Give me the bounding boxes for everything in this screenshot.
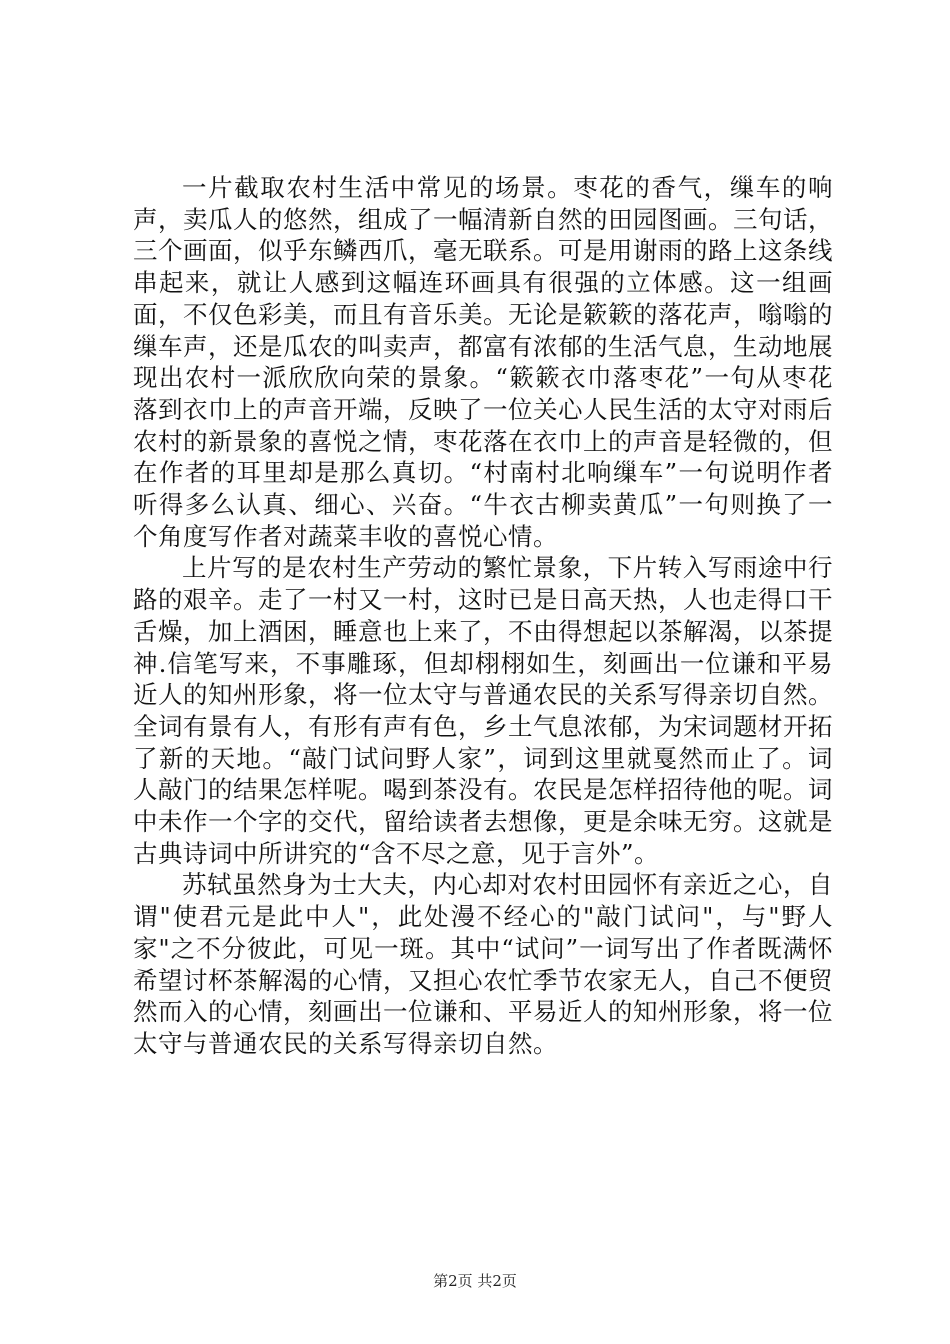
body-text <box>133 172 833 1060</box>
paragraph-1: 一片截取农村生活中常见的场景。枣花的香气，缫车的响声，卖瓜人的悠然，组成了一幅清新自然的田园图画。三句话，三个画面，似乎东鳞西爪，毫无联系。可是用谢雨的路上这条线串起来，就让人感到这幅连环画具有很强的立体感。这一组画面，不仅色彩美，而且有音乐美。无论是簌簌的落花声，嗡嗡的缫车声，还是瓜农的叫卖声，都富有浓郁的生活气息，生动地展现出农村一派欣欣向荣的景象。“簌簌衣巾落枣花”一句从枣花落到衣巾上的声音开端，反映了一位关心人民生活的太守对雨后农村的新景象的喜悦之情，枣花落在衣巾上的声音是轻微的，但在作者的耳里却是那么真切。“村南村北响缫车”一句说明作者听得多么认真、细心、兴奋。“牛衣古柳卖黄瓜”一句则换了一个角度写作者对蔬菜丰收的喜悦心情。 <box>133 173 833 551</box>
page-number-footer: 第2页 共2页 <box>433 1272 517 1290</box>
paragraph-2: 上片写的是农村生产劳动的繁忙景象，下片转入写雨途中行路的艰辛。走了一村又一村，这时已是日高天热，人也走得口干舌燥，加上酒困，睡意也上来了，不由得想起以茶解渴，以茶提神.信笔写来，不事雕琢，但却栩栩如生，刻画出一位谦和平易近人的知州形象，将一位太守与普通农民的关系写得亲切自然。全词有景有人，有形有声有色，乡土气息浓郁，为宋词题材开拓了新的天地。“敲门试问野人家”，词到这里就戛然而止了。词人敲门的结果怎样呢。喝到茶没有。农民是怎样招待他的呢。词中未作一个字的交代，留给读者去想像，更是余味无穷。这就是古典诗词中所讲究的“含不尽之意，见于言外”。 <box>133 553 833 868</box>
paragraph-3: 苏轼虽然身为士大夫，内心却对农村田园怀有亲近之心，自谓"使君元是此中人"，此处漫不经心的"敲门试问"，与"野人家"之不分彼此，可见一斑。其中“试问”一词写出了作者既满怀希望讨杯茶解渴的心情，又担心农忙季节农家无人，自己不便贸然而入的心情，刻画出一位谦和、平易近人的知州形象，将一位太守与普通农民的关系写得亲切自然。 <box>133 870 833 1058</box>
